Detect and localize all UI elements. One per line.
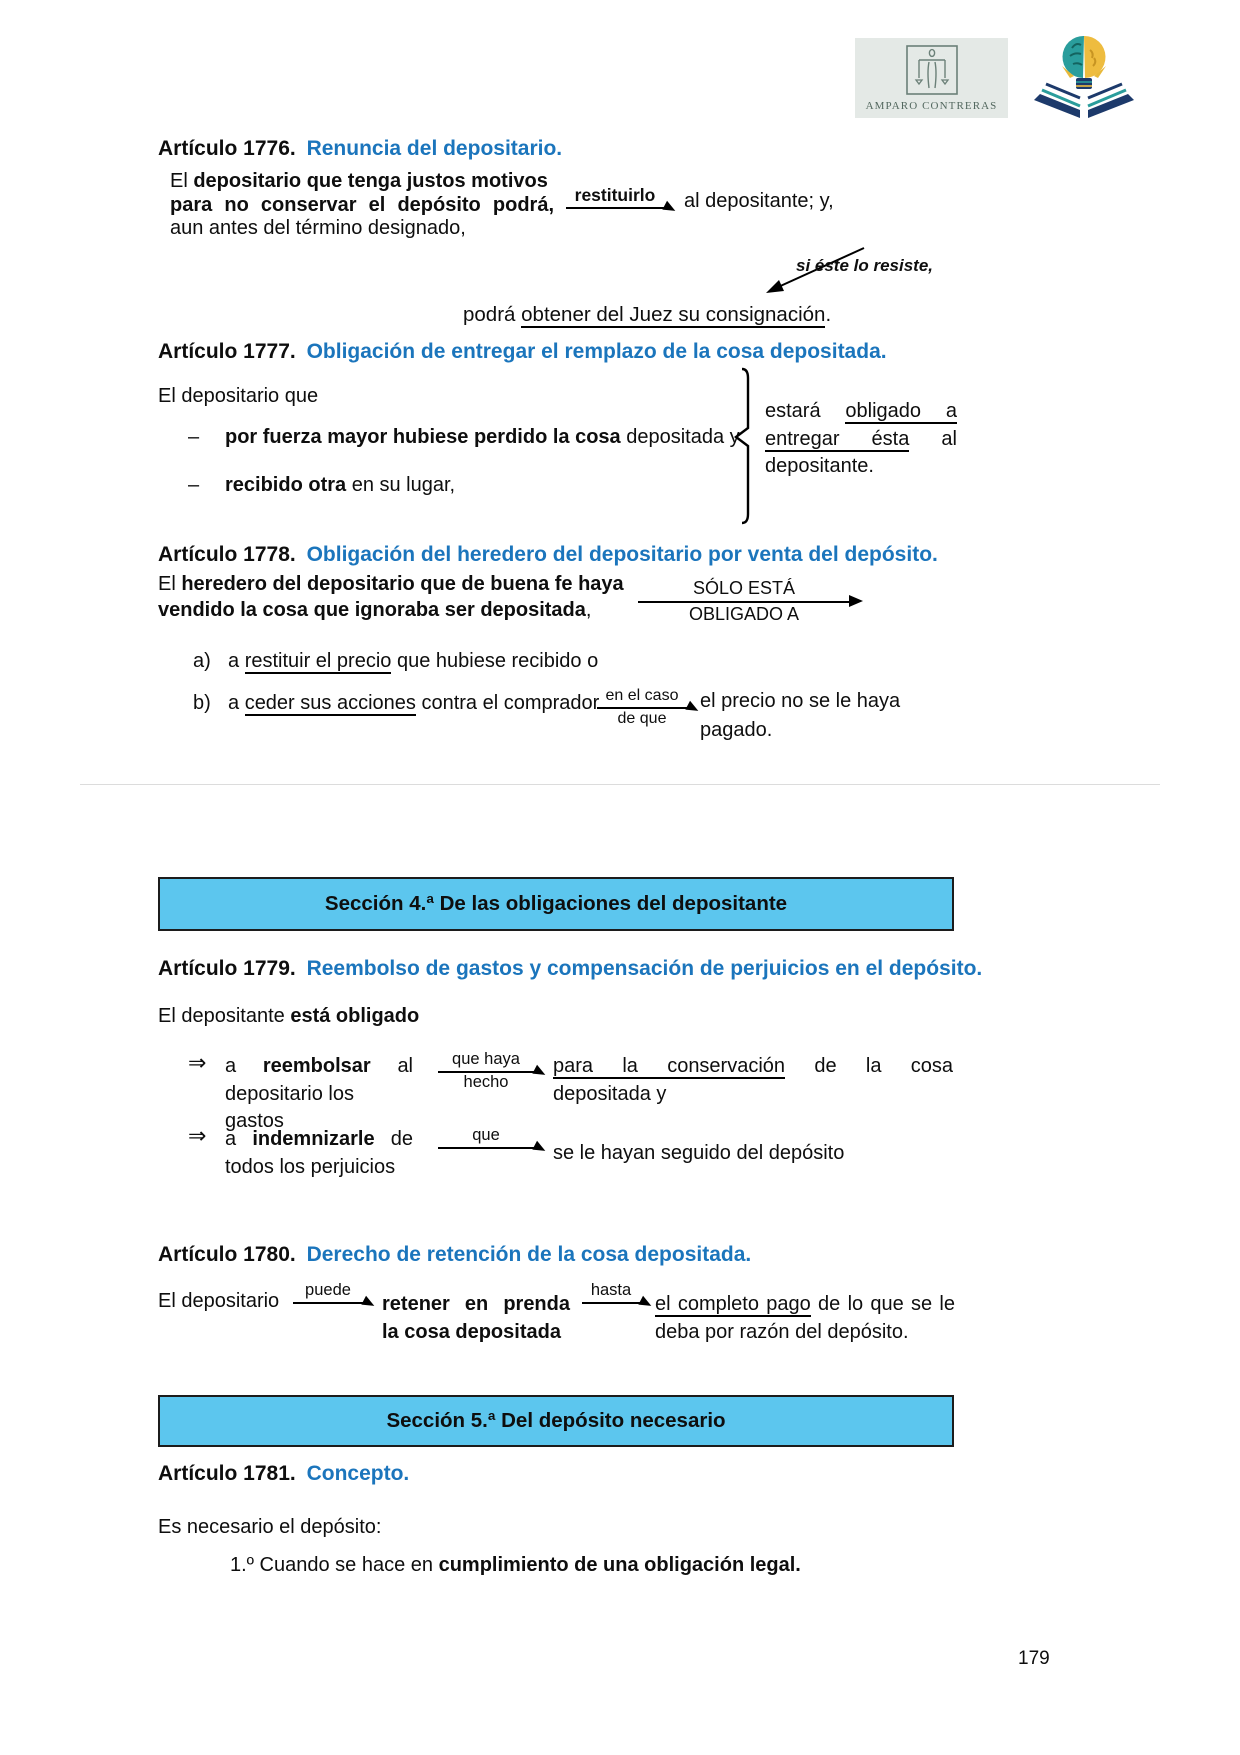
arrow-right-icon [638,601,850,603]
article-1777-heading [158,340,887,364]
hasta-arrow: hasta [582,1281,640,1304]
arrow-right-icon [438,1071,534,1073]
article-1779-title: Reembolso de gastos y compensación de perjuicios en el depósito. [306,957,983,980]
list-item: recibido otra en su lugar, [225,474,456,496]
item-b-marker: b) [193,692,211,714]
dash-bullet: – [188,474,200,496]
section-5-banner [158,1395,954,1447]
article-1779-intro: El depositante está obligado [158,1005,420,1027]
article-1781-intro: Es necesario el depósito: [158,1516,382,1538]
en-el-caso-arrow: en el caso de que [597,686,687,728]
result-line: depositante. [765,455,874,477]
article-1777-label: Artículo 1777. [158,340,296,363]
article-1779-label: Artículo 1779. [158,957,296,980]
article-1780-result: el completo pago de lo que se le deba por razón del depósito. [655,1293,956,1343]
al-depositante-text: al depositante; y, [684,190,834,212]
article-1777-title: Obligación de entregar el remplazo de la cosa depositada. [306,340,887,363]
paragraph-line: vendido la cosa que ignoraba ser depositada, [158,599,592,621]
arrow-right-icon [293,1302,363,1304]
article-1779-heading [158,957,982,981]
item-2-left: a indemnizarle de todos los perjuicios [225,1128,414,1178]
article-1781-heading [158,1462,409,1486]
article-1778-heading [158,543,938,567]
article-1780-heading [158,1243,751,1267]
article-1778-label: Artículo 1778. [158,543,296,566]
paragraph-line: El heredero del depositario que de buena fe haya [158,573,624,595]
article-1780-label: Artículo 1780. [158,1243,296,1266]
amparo-logo [855,38,1008,118]
result-line: entregar ésta al [765,427,957,450]
arrow-right-icon [566,207,664,209]
article-1776-paragraph [170,170,554,241]
que-haya-hecho-arrow: que haya hecho [438,1050,534,1092]
arrow-right-icon [438,1147,534,1149]
item-2-result: se le hayan seguido del depósito [553,1142,845,1164]
article-1781-item-1: 1.º Cuando se hace en cumplimiento de una obligación legal. [230,1554,801,1576]
brain-book-logo-icon [1032,26,1136,120]
brand-name: AMPARO CONTRERAS [865,100,998,112]
consignacion-line: podrá obtener del Juez su consignación. [463,303,832,326]
page-number: 179 [1018,1648,1050,1669]
item-1-left: a reembolsar al depositario los gastos [225,1055,414,1132]
solo-esta-arrow: SÓLO ESTÁ OBLIGADO A [638,577,850,625]
item-b-result: el precio no se le haya pagado. [700,690,901,741]
article-1776-label: Artículo 1776. [158,137,296,160]
article-1780-middle: retener en prenda la cosa depositada [382,1293,570,1343]
que-arrow: que [438,1126,534,1149]
scales-icon [905,44,959,96]
double-arrow-bullet: ⇒ [188,1123,207,1148]
divider-line [80,784,1160,785]
section-5-title: Sección 5.ª Del depósito necesario [386,1409,726,1432]
result-line: estará obligado a [765,400,957,422]
article-1781-title: Concepto. [306,1462,410,1485]
section-4-title: Sección 4.ª De las obligaciones del depositante [324,892,788,915]
double-arrow-bullet: ⇒ [188,1050,207,1075]
arrow-right-icon [597,707,687,709]
article-1778-paragraph [158,571,624,623]
section-4-banner [158,877,954,931]
item-a-marker: a) [193,650,211,672]
item-a-text: a restituir el precio que hubiese recibido o [228,650,599,672]
bracket-icon [713,366,753,526]
list-item: por fuerza mayor hubiese perdido la cosa depositada y [225,426,740,448]
article-1777-intro: El depositario que [158,385,319,407]
article-1777-result [765,398,957,481]
article-1776-heading [158,137,562,161]
paragraph-line: El depositario que tenga justos motivos [170,170,548,192]
article-1780-start: El depositario [158,1290,280,1312]
item-b-text: a ceder sus acciones contra el comprador [228,692,600,714]
condition-text: si éste lo resiste, [796,256,934,275]
arrow-right-icon [582,1302,640,1304]
item-1-right: para la conservación de la cosa depositada y [553,1055,954,1105]
article-1778-title: Obligación del heredero del depositario por venta del depósito. [306,543,938,566]
paragraph-line: para no conservar el depósito podrá, [170,193,554,216]
article-1781-label: Artículo 1781. [158,1462,296,1485]
arrow-restituirlo: restituirlo [566,186,664,209]
dash-bullet: – [188,426,200,448]
puede-arrow: puede [293,1281,363,1304]
article-1780-title: Derecho de retención de la cosa depositada. [306,1243,752,1266]
article-1776-title: Renuncia del depositario. [306,137,563,160]
paragraph-line: aun antes del término designado, [170,217,466,239]
